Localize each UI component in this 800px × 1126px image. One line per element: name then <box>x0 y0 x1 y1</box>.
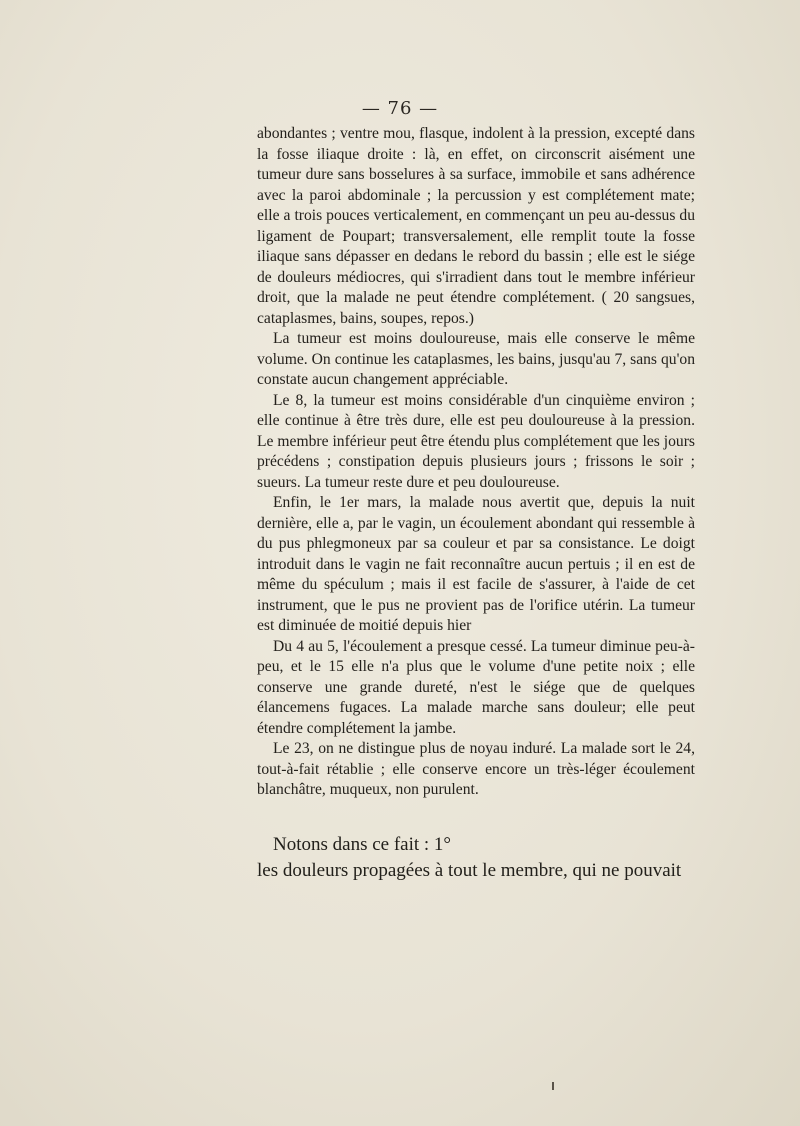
closing-line-2: les douleurs propagées à tout le membre, qui ne pouvait <box>257 860 682 881</box>
paragraph-4: Enfin, le 1er mars, la malade nous avertit que, depuis la nuit dernière, elle a, par le vagin, un écoulement abondant qui ressemble à du pus phlegmoneux par sa couleur et par sa consistance. Le doigt introduit dans le vagin ne fait reconnaître aucun pertuis ; il en est de même du spéculum ; mais il est facile de s'assurer, à l'aide de cet instrument, que le pus ne provient pas de l'orifice utérin. La tumeur est diminuée de moitié depuis hier <box>257 494 695 634</box>
closing-text <box>257 832 695 884</box>
paragraph-1: abondantes ; ventre mou, flasque, indolent à la pression, excepté dans la fosse iliaque droite : là, en effet, on circonscrit aisément une tumeur dure sans bosselures à sa surface, immobile et sans adhérence avec la paroi abdominale ; la percussion y est complétement mate; elle a trois pouces verticalement, en commençant un peu au-dessus du ligament de Poupart; transversalement, elle remplit toute la fosse iliaque sans dépasser en dedans le rebord du bassin ; elle est le siége de douleurs médiocres, qui s'irradient dans tout le membre inférieur droit, que la malade ne peut étendre complétement. ( 20 sangsues, cataplasmes, bains, soupes, repos.) <box>257 125 695 327</box>
page-number: — 76 — <box>361 98 439 119</box>
paragraph-6: Le 23, on ne distingue plus de noyau induré. La malade sort le 24, tout-à-fait rétablie ; elle conserve encore un très-léger écoulement blanchâtre, muqueux, non purulent. <box>257 740 695 798</box>
closing-line-1: Notons dans ce fait : 1° <box>273 834 452 855</box>
ink-mark <box>552 1082 554 1090</box>
paragraph-2: La tumeur est moins douloureuse, mais elle conserve le même volume. On continue les cataplasmes, les bains, jusqu'au 7, sans qu'on constate aucun changement appréciable. <box>257 330 695 388</box>
paragraph-3: Le 8, la tumeur est moins considérable d'un cinquième environ ; elle continue à être très dure, elle est peu douloureuse à la pression. Le membre inférieur peut être étendu plus complétement que les jours précédens ; constipation depuis plusieurs jours ; frissons le soir ; sueurs. La tumeur reste dure et peu douloureuse. <box>257 391 695 491</box>
body-text <box>257 124 695 801</box>
paragraph-5: Du 4 au 5, l'écoulement a presque cessé. La tumeur diminue peu-à-peu, et le 15 elle n'a plus que le volume d'une petite noix ; elle conserve une grande dureté, n'est le siége que de quelques élancemens fugaces. La malade marche sans douleur; elle peut étendre complétement la jambe. <box>257 637 695 737</box>
